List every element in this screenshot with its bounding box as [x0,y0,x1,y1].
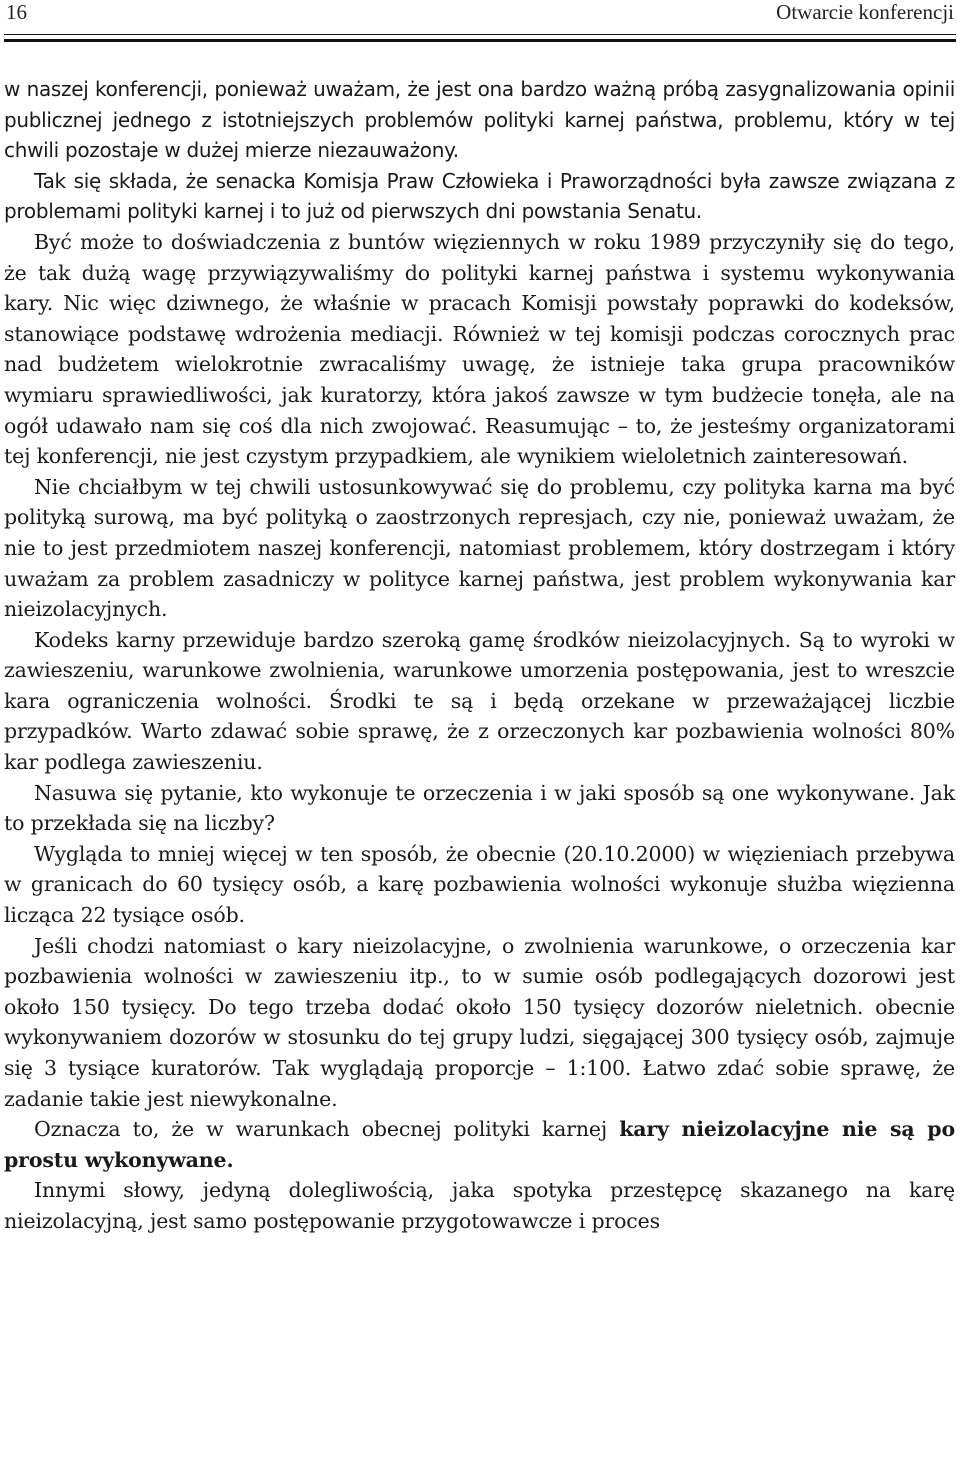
header-rule-thin [4,34,956,35]
emphasis-lead: Oznacza to, że w warunkach obecnej polityki karnej [34,1117,620,1142]
header-rule-thick [4,39,956,42]
paragraph: Być może to doświadczenia z buntów więziennych w roku 1989 przyczyniły się do tego, że tak dużą wagę przywiązywaliśmy do polityki karnej państwa i systemu wykonywania kary. Nic więc dziwnego, że właśnie w pracach Komisji powstały poprawki do kodeksów, stanowiące podstawę wdrożenia mediacji. Również w tej komisji podczas corocznych prac nad budżetem wielokrotnie zwracaliśmy uwagę, że istnieje taka grupa pracowników wymiaru sprawiedliwości, jak kuratorzy, która jakoś zawsze w tym budżecie tonęła, ale na ogół udawało nam się coś dla nich zwojować. Reasumując – to, że jesteśmy organizatorami tej konferencji, nie jest czystym przypadkiem, ale wynikiem wieloletnich zainteresowań. [4,229,955,469]
body-text [4,74,955,1237]
paragraph: Nasuwa się pytanie, kto wykonuje te orzeczenia i w jaki sposób są one wykonywane. Jak to przekłada się na liczby? [4,780,955,836]
paragraph-emphasis [4,1114,955,1175]
page-number: 16 [6,0,27,24]
running-title: Otwarcie konferencji [776,0,954,24]
paragraph: Kodeks karny przewiduje bardzo szeroką gamę środków nieizolacyjnych. Są to wyroki w zawieszeniu, warunkowe zwolnienia, warunkowe umorzenia postępowania, jest to wreszcie kara ograniczenia wolności. Środki te są i będą orzekane w przeważającej liczbie przypadków. Warto zdawać sobie sprawę, że z orzeczonych kar pozbawienia wolności 80% kar podlega zawieszeniu. [4,627,955,775]
paragraph-continuation: w naszej konferencji, ponieważ uważam, że jest ona bardzo ważną próbą zasygnalizowania opinii publicznej jednego z istotniejszych problemów polityki karnej państwa, problemu, który w tej chwili pozostaje w dużej mierze niezauważony. [4,77,955,163]
paragraph: Wygląda to mniej więcej w ten sposób, że obecnie (20.10.2000) w więzieniach przebywa w granicach do 60 tysięcy osób, a karę pozbawienia wolności wykonuje służba więzienna licząca 22 tysiące osób. [4,841,955,928]
page-header [6,0,954,28]
paragraph: Jeśli chodzi natomiast o kary nieizolacyjne, o zwolnienia warunkowe, o orzeczenia kar pozbawienia wolności w zawieszeniu itp., to w sumie osób podlegających dozorowi jest około 150 tysięcy. Do tego trzeba dodać około 150 tysięcy dozorów nieletnich. obecnie wykonywaniem dozorów w stosunku do tej grupy ludzi, sięgającej 300 tysięcy osób, zajmuje się 3 tysiące kuratorów. Tak wyglądają proporcje – 1:100. Łatwo zdać sobie sprawę, że zadanie takie jest niewykonalne. [4,933,955,1111]
paragraph-last: Innymi słowy, jedyną dolegliwością, jaka spotyka przestępcę skazanego na karę nieizolacyjną, jest samo postępowanie przygotowawcze i proces [4,1178,955,1233]
paragraph: Nie chciałbym w tej chwili ustosunkowywać się do problemu, czy polityka karna ma być polityką surową, ma być polityką o zaostrzonych represjach, czy nie, ponieważ uważam, że nie to jest przedmiotem naszej konferencji, natomiast problemem, który dostrzegam i który uważam za problem zasadniczy w polityce karnej państwa, jest problem wykonywania kar nieizolacyjnych. [4,474,955,622]
emphasis-bold: kary nieizolacyjne nie są po prostu wykonywane. [4,1117,955,1172]
paragraph: Tak się składa, że senacka Komisja Praw Człowieka i Praworządności była zawsze związana z problemami polityki karnej i to już od pierwszych dni powstania Senatu. [4,168,955,224]
